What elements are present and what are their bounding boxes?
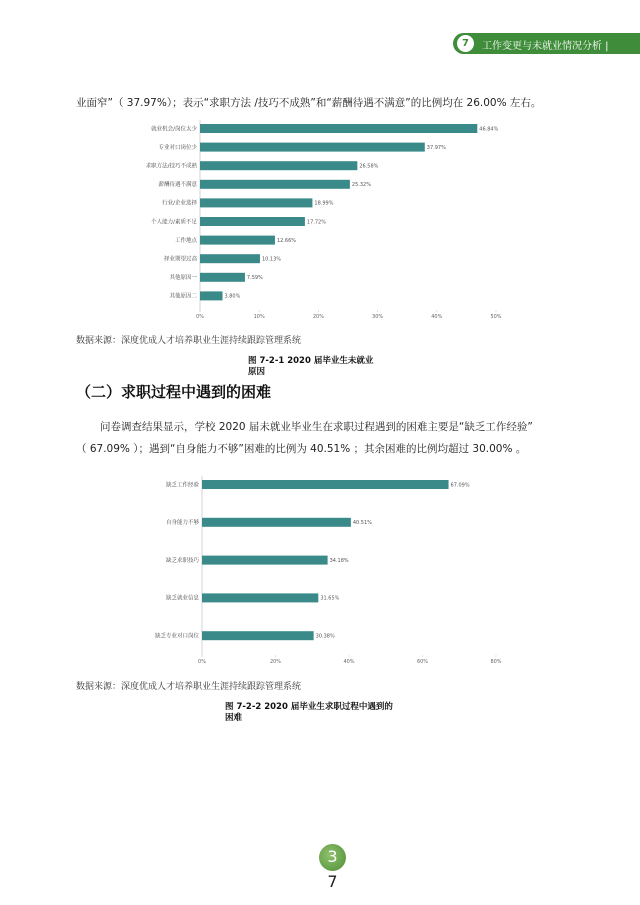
chart1-caption-line1: 图 7-2-1 2020 届毕业生未就业 <box>248 356 374 366</box>
data-label: 18.99% <box>314 200 334 207</box>
category-label: 求职方法/技巧不成熟 <box>145 163 197 170</box>
category-label: 择业期望过高 <box>163 256 197 263</box>
bar <box>202 518 351 527</box>
data-label: 7.59% <box>246 275 263 282</box>
bar <box>200 143 425 152</box>
data-label: 34.18% <box>329 557 349 564</box>
bar <box>200 236 275 245</box>
category-label: 工作地点 <box>174 237 197 244</box>
data-label: 67.09% <box>450 482 470 489</box>
data-label: 46.84% <box>479 126 499 133</box>
bar <box>200 254 260 263</box>
x-tick-label: 20% <box>269 659 282 665</box>
x-tick-label: 0% <box>196 314 204 320</box>
bar <box>200 124 477 133</box>
data-label: 17.72% <box>306 219 326 226</box>
x-tick-label: 60% <box>416 659 429 665</box>
section-heading: （二）求职过程中遇到的困难 <box>76 383 272 401</box>
category-label: 自身能力不够 <box>165 520 199 527</box>
bar <box>202 556 328 565</box>
chart2-caption-line1: 图 7-2-2 2020 届毕业生求职过程中遇到的 <box>225 702 393 712</box>
data-label: 3.80% <box>224 293 241 300</box>
data-label: 25.32% <box>351 182 371 189</box>
x-tick-label: 0% <box>198 659 206 665</box>
bar <box>200 291 222 300</box>
x-tick-label: 40% <box>431 314 443 320</box>
intro-paragraph: 业面窄”（ 37.97%）；表示“求职方法 /技巧不成熟”和“薪酬待遇不满意”的比例均在 26.00% 左右。 <box>76 97 542 109</box>
x-tick-label: 50% <box>490 314 502 320</box>
bar <box>200 198 312 207</box>
category-label: 缺乏专业对口岗位 <box>154 633 199 640</box>
data-label: 30.38% <box>315 633 335 640</box>
section2-paragraph-line2: （ 67.09% ）；遇到“自身能力不够”困难的比例为 40.51% ；其余困难的比例均超过 30.00% 。 <box>76 443 527 455</box>
x-tick-label: 40% <box>343 659 355 665</box>
bar <box>200 161 357 170</box>
x-tick-label: 30% <box>372 314 384 320</box>
bar <box>200 217 305 226</box>
category-label: 缺乏求职技巧 <box>165 557 199 564</box>
chart-unemployment-reasons <box>140 118 510 323</box>
chart1-caption-line2: 原因 <box>248 367 266 377</box>
category-label: 就业机会/岗位太少 <box>151 126 197 133</box>
section2-paragraph-line1: 问卷调查结果显示，学校 2020 届未就业毕业生在求职过程遇到的困难主要是“缺乏工作经验” <box>100 421 533 433</box>
data-label: 40.51% <box>352 520 372 527</box>
x-tick-label: 20% <box>312 314 324 320</box>
chart2-source: 数据来源：深度优成人才培养职业生涯持续跟踪管理系统 <box>76 682 302 692</box>
category-label: 薪酬待遇不满意 <box>158 182 197 189</box>
bar <box>202 631 314 640</box>
data-label: 31.65% <box>320 595 340 602</box>
category-label: 缺乏工作经验 <box>165 482 199 489</box>
chart1-caption <box>248 356 373 378</box>
category-label: 其他原因二 <box>169 293 197 300</box>
chart2-caption <box>225 702 393 724</box>
chart1-source: 数据来源：深度优成人才培养职业生涯持续跟踪管理系统 <box>76 336 302 346</box>
data-label: 12.66% <box>276 237 297 244</box>
x-tick-label: 80% <box>490 659 502 665</box>
bar <box>200 180 350 189</box>
page-number-top: 3 <box>327 847 338 866</box>
bar <box>202 593 318 602</box>
data-label: 37.97% <box>426 144 446 151</box>
chart-job-search-difficulties <box>140 470 510 670</box>
data-label: 10.13% <box>261 256 282 263</box>
category-label: 缺乏就业信息 <box>165 595 199 602</box>
bar <box>202 480 449 489</box>
chart2-caption-line2: 困难 <box>225 713 243 723</box>
data-label: 26.58% <box>359 163 379 170</box>
category-label: 行业/企业选择 <box>162 200 197 207</box>
category-label: 个人能力/素质不足 <box>151 219 197 226</box>
category-label: 其他原因一 <box>169 275 197 282</box>
page-number-bottom: 7 <box>327 872 338 891</box>
chapter-number-badge: 7 <box>457 35 474 52</box>
chapter-title: 工作变更与未就业情况分析 | <box>482 41 609 52</box>
x-tick-label: 10% <box>253 314 265 320</box>
category-label: 专业对口岗位少 <box>158 144 197 151</box>
bar <box>200 273 245 282</box>
